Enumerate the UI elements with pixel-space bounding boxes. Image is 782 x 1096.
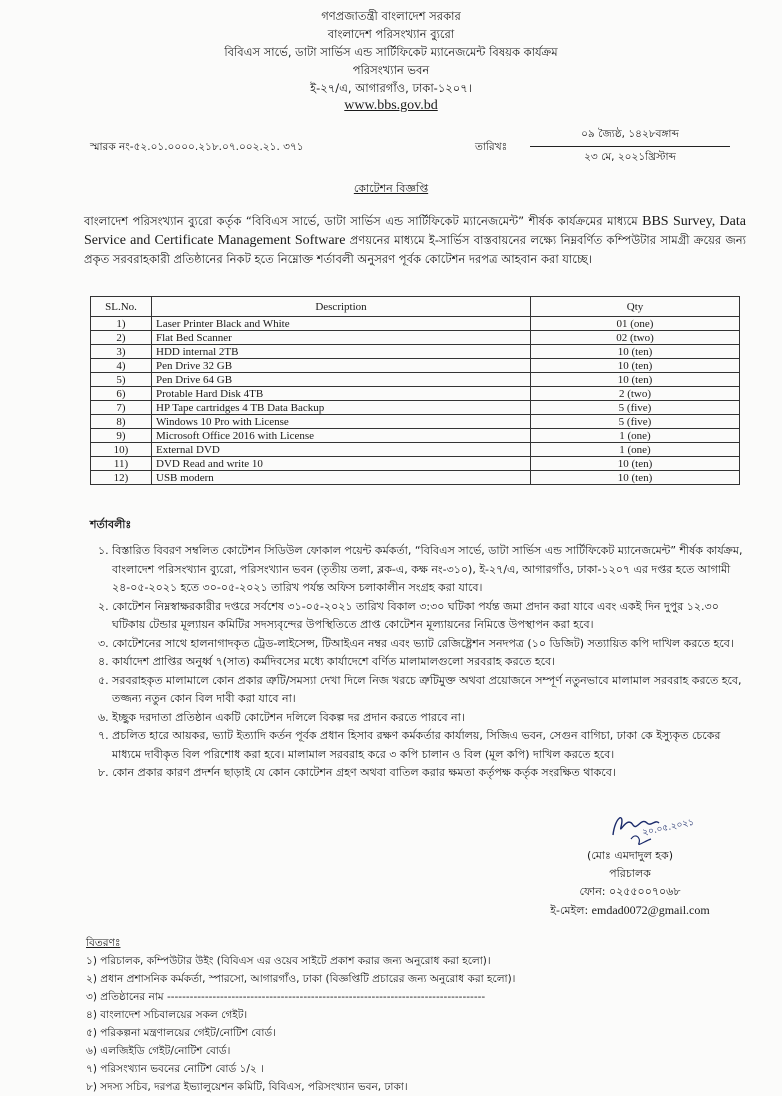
qty-cell: 10 (ten)	[531, 471, 740, 485]
signature-date: ২০.০৫.২০২১	[641, 817, 695, 839]
sl-cell: 4)	[91, 359, 152, 373]
distribution-item: ২) প্রধান প্রশাসনিক কর্মকর্তা, স্পারসো, আগারগাঁও, ঢাকা (বিজ্ঞপ্তিটি প্রচারের জন্য অনুরোধ করা হলো)।	[86, 973, 516, 985]
table-row	[91, 443, 740, 457]
description-cell: Laser Printer Black and White	[152, 317, 531, 331]
intro-software-name: BBS Survey, Data Service and Certificate Management Software	[84, 214, 746, 248]
table-body	[91, 317, 740, 485]
description-cell: Pen Drive 64 GB	[152, 373, 531, 387]
header-description: Description	[152, 297, 531, 317]
header-sl: SL.No.	[91, 297, 152, 317]
distribution-item: ৬) এলজিইডি গেইট/নোটিশ বোর্ড।	[86, 1045, 231, 1057]
program-name: বিবিএস সার্ভে, ডাটা সার্ভিস এন্ড সার্টিফিকেট ম্যানেজমেন্ট বিষয়ক কার্যক্রম	[224, 45, 558, 59]
memo-number: স্মারক নং-৫২.০১.০০০০.২১৮.০৭.০০২.২১. ৩৭১	[90, 141, 304, 153]
description-cell: Protable Hard Disk 4TB	[152, 387, 531, 401]
table-row	[91, 359, 740, 373]
sl-cell: 5)	[91, 373, 152, 387]
table-row	[91, 387, 740, 401]
description-cell: DVD Read and write 10	[152, 457, 531, 471]
qty-cell: 10 (ten)	[531, 359, 740, 373]
table-row	[91, 345, 740, 359]
table-row	[91, 401, 740, 415]
distribution-item: ৫) পরিকল্পনা মন্ত্রণালয়ের গেইট/নোটিশ বোর্ড।	[86, 1027, 276, 1039]
intro-part-1: বাংলাদেশ পরিসংখ্যান ব্যুরো কর্তৃক “বিবিএস সার্ভে, ডাটা সার্ভিস এন্ড সার্টিফিকেট ম্যানেজমেন্ট” শীর্ষক কার্যক্রমের মাধ্যমে	[84, 214, 643, 228]
term-item: ৪. কার্যাদেশ প্রাপ্তির অনুর্ধ্ব ৭(সাত) কর্মদিবসের মধ্যে কার্যাদেশে বর্ণিত মালামালগুলো সরবরাহ করতে হবে।	[98, 655, 556, 668]
sl-cell: 7)	[91, 401, 152, 415]
sl-cell: 10)	[91, 443, 152, 457]
building-name: পরিসংখ্যান ভবন	[352, 63, 430, 77]
distribution-item: ৪) বাংলাদেশ সচিবালয়ের সকল গেইট।	[86, 1009, 248, 1021]
signer-designation: পরিচালক	[609, 867, 651, 880]
items-table	[90, 296, 740, 485]
table-row	[91, 457, 740, 471]
qty-cell: 10 (ten)	[531, 457, 740, 471]
term-item: ৭. প্রচলিত হারে আয়কর, ভ্যাট ইত্যাদি কর্তন পূর্বক প্রধান হিসাব রক্ষণ কর্মকর্তার কার্যালয়, সিজিএ ভবন, সেগুন বাগিচা, ঢাকা কে ইস্যুকৃত চেকের মাধ্যমে দাবীকৃত বিল পরিশোধ করা হবে। মালামাল সরবরাহ করে ৩ কপি চালান ও বিল (মূল কপি) দাখিল করতে হবে।	[98, 729, 721, 761]
description-cell: USB modern	[152, 471, 531, 485]
sl-cell: 12)	[91, 471, 152, 485]
signature-block	[520, 805, 740, 920]
date-label: তারিখঃ	[475, 141, 508, 153]
term-item: ৩. কোটেশনের সাথে হালনাগাদকৃত ট্রেড-লাইসেন্স, টিআইএন নম্বর এবং ভ্যাট রেজিষ্ট্রেশন সনদপত্র (১০ ডিজিট) সত্যায়িত কপি দাখিল করতে হবে।	[98, 636, 734, 650]
term-item: ৮. কোন প্রকার কারণ প্রদর্শন ছাড়াই যে কোন কোটেশন গ্রহণ অথবা বাতিল করার ক্ষমতা কর্তৃপক্ষ কর্তৃক সংরক্ষিত থাকবে।	[98, 766, 616, 779]
table-row	[91, 331, 740, 345]
table-row	[91, 429, 740, 443]
distribution-block	[86, 934, 686, 1096]
sl-cell: 3)	[91, 345, 152, 359]
description-cell: Windows 10 Pro with License	[152, 415, 531, 429]
qty-cell: 01 (one)	[531, 317, 740, 331]
website-link[interactable]: www.bbs.gov.bd	[344, 98, 438, 113]
qty-cell: 10 (ten)	[531, 373, 740, 387]
term-item: ১. বিস্তারিত বিবরণ সম্বলিত কোটেশন সিডিউল ফোকাল পয়েন্ট কর্মকর্তা, “বিবিএস সার্ভে, ডাটা সার্ভিস এন্ড সার্টিফিকেট ম্যানেজমেন্ট” শীর্ষক কার্যক্রম, বাংলাদেশ পরিসংখ্যান ব্যুরো, পরিসংখ্যান ভবন (তৃতীয় তলা, ব্লক-এ, কক্ষ নং-৩১০), ই-২৭/এ, আগারগাঁও, ঢাকা-১২০৭ এর দপ্তর হতে আগামী ২৪-০৫-২০২১ হতে ৩০-০৫-২০২১ তারিখ পর্যন্ত অফিস চলাকালীন সংগ্রহ করা যাবে।	[98, 544, 743, 594]
address: ই-২৭/এ, আগারগাঁও, ঢাকা-১২০৭।	[310, 81, 472, 95]
header-qty: Qty	[531, 297, 740, 317]
qty-cell: 02 (two)	[531, 331, 740, 345]
govt-name: গণপ্রজাতন্ত্রী বাংলাদেশ সরকার	[321, 9, 461, 23]
sl-cell: 8)	[91, 415, 152, 429]
description-cell: HDD internal 2TB	[152, 345, 531, 359]
term-item: ২. কোটেশন নিম্নস্বাক্ষরকারীর দপ্তরে সর্বশেষ ৩১-০৫-২০২১ তারিখ বিকাল ৩:৩০ ঘটিকা পর্যন্ত জমা প্রদান করা যাবে এবং একই দিন দুপুর ১২.৩০ ঘটিকায় টেন্ডার মূল্যায়ন কমিটির সদস্যবৃন্দের উপস্থিতিতে প্রাপ্ত কোটেশন মূল্যায়নের নিমিত্তে উপস্থাপন করা হবে।	[98, 599, 719, 631]
terms-list	[98, 542, 748, 783]
signer-name: (মোঃ এমদাদুল হক)	[586, 849, 674, 862]
qty-cell: 2 (two)	[531, 387, 740, 401]
date-english: ২৩ মে, ২০২১খ্রিস্টাব্দ	[584, 151, 676, 163]
term-item: ৫. সরবরাহকৃত মালামালে কোন প্রকার ত্রুটি/সমস্যা দেখা দিলে নিজ খরচে ত্রুটিমুক্ত অথবা প্রয়োজনে সম্পূর্ণ নতুনভাবে মালামাল সরবরাহ করতে হবে, তজ্জন্য নতুন কোন বিল দাবী করা যাবে না।	[98, 673, 742, 705]
bureau-name: বাংলাদেশ পরিসংখ্যান ব্যুরো	[327, 27, 455, 41]
qty-cell: 1 (one)	[531, 429, 740, 443]
intro-paragraph	[84, 212, 746, 269]
table-row	[91, 415, 740, 429]
table-row	[91, 373, 740, 387]
description-cell: External DVD	[152, 443, 531, 457]
distribution-list	[86, 952, 686, 1096]
email-label: ই-মেইল:	[550, 904, 592, 917]
description-cell: Pen Drive 32 GB	[152, 359, 531, 373]
table-header-row	[91, 297, 740, 317]
description-cell: Flat Bed Scanner	[152, 331, 531, 345]
distribution-item: ৭) পরিসংখ্যান ভবনের নোটিশ বোর্ড ১/২ ।	[86, 1063, 264, 1075]
distribution-item: ৮) সদস্য সচিব, দরপত্র ইভ্যালুয়েশন কমিটি, বিবিএস, পরিসংখ্যান ভবন, ঢাকা।	[86, 1081, 408, 1093]
sl-cell: 11)	[91, 457, 152, 471]
date-bangla: ০৯ জ্যৈষ্ঠ, ১৪২৮বঙ্গাব্দ	[530, 127, 730, 147]
notice-title: কোটেশন বিজ্ঞপ্তি	[353, 182, 429, 195]
distribution-item: ১) পরিচালক, কম্পিউটার উইং (বিবিএস এর ওয়েব সাইটে প্রকাশ করার জন্য অনুরোধ করা হলো)।	[86, 955, 491, 967]
intro-part-3: প্রণয়নের মাধ্যমে ই-সার্ভিস বাস্তবায়নের লক্ষ্যে নিম্নবর্ণিত কম্পিউটার সামগ্রী ক্রয়ের জন্য প্রকৃত সরবরাহকারী প্রতিষ্ঠানের নিকট হতে নিম্নোক্ত শর্তাবলী অনুসরণ পূর্বক কোটেশন দরপত্র আহবান করা যাচ্ছে।	[84, 233, 746, 266]
terms-heading: শর্তাবলীঃ	[90, 518, 132, 531]
sl-cell: 2)	[91, 331, 152, 345]
table-row	[91, 317, 740, 331]
distribution-heading: বিতরণঃ	[86, 937, 121, 949]
term-item: ৬. ইচ্ছুক দরদাতা প্রতিষ্ঠান একটি কোটেশন দলিলে বিকল্প দর প্রদান করতে পারবে না।	[98, 710, 465, 724]
date-block	[530, 127, 730, 167]
description-cell: HP Tape cartridges 4 TB Data Backup	[152, 401, 531, 415]
description-cell: Microsoft Office 2016 with License	[152, 429, 531, 443]
signature-scribble-icon	[520, 805, 740, 847]
sl-cell: 6)	[91, 387, 152, 401]
qty-cell: 5 (five)	[531, 401, 740, 415]
signer-phone: ফোন: ০২৫৫০০৭০৬৮	[579, 885, 681, 898]
distribution-item: ৩) প্রতিষ্ঠানের নাম ------------------------------------------------------------------------------------	[86, 991, 486, 1003]
letterhead	[0, 7, 782, 115]
qty-cell: 10 (ten)	[531, 345, 740, 359]
table-row	[91, 471, 740, 485]
signer-email-link[interactable]: emdad0072@gmail.com	[591, 903, 710, 917]
qty-cell: 5 (five)	[531, 415, 740, 429]
sl-cell: 1)	[91, 317, 152, 331]
qty-cell: 1 (one)	[531, 443, 740, 457]
sl-cell: 9)	[91, 429, 152, 443]
